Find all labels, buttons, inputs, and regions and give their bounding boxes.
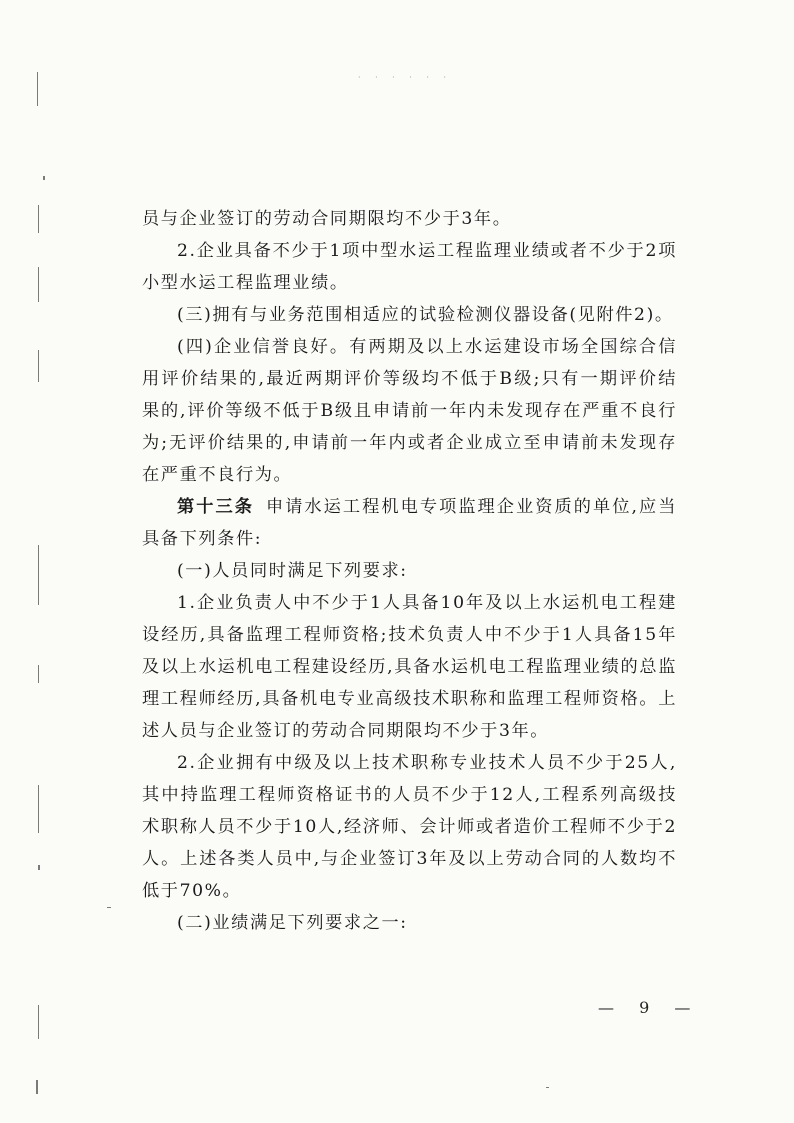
top-smudge: · · · · · · xyxy=(358,73,452,82)
binding-mark xyxy=(107,907,111,908)
article-13-heading: 第十三条 xyxy=(177,497,254,517)
paragraph-personnel: (一)人员同时满足下列要求: xyxy=(177,561,408,581)
binding-mark xyxy=(38,267,39,302)
paragraph-credit: (四)企业信誉良好。有两期及以上水运建设市场全国综合信用评价结果的,最近两期评价等级均不低于B级;只有一期评价结果的,评价等级不低于B级且申请前一年内未发现存在严重不良行为;无评价结果的,申请前一年内或者企业成立至申请前未发现存在严重不良行为。 xyxy=(142,337,677,485)
page-body xyxy=(142,203,677,939)
paragraph-personnel-2: 2.企业拥有中级及以上技术职称专业技术人员不少于25人,其中持监理工程师资格证书的人员不少于12人,工程系列高级技术职称人员不少于10人,经济师、会计师或者造价工程师不少于2人。上述各类人员中,与企业签订3年及以上劳动合同的人数均不低于70%。 xyxy=(142,753,677,901)
paragraph-equipment: (三)拥有与业务范围相适应的试验检测仪器设备(见附件2)。 xyxy=(177,305,674,325)
binding-mark xyxy=(43,176,45,180)
paragraph-item-2: 2.企业具备不少于1项中型水运工程监理业绩或者不少于2项小型水运工程监理业绩。 xyxy=(142,241,677,293)
paragraph-performance: (二)业绩满足下列要求之一: xyxy=(177,913,408,933)
binding-mark xyxy=(36,1080,38,1094)
binding-mark xyxy=(38,350,39,382)
binding-mark xyxy=(37,72,38,106)
binding-mark xyxy=(546,1087,549,1088)
binding-mark xyxy=(38,205,39,233)
binding-mark xyxy=(38,665,39,683)
page-number: — 9 — xyxy=(598,998,701,1017)
paragraph-personnel-1: 1.企业负责人中不少于1人具备10年及以上水运机电工程建设经历,具备监理工程师资格;技术负责人中不少于1人具备15年及以上水运机电工程建设经历,具备水运机电工程监理业绩的总监理工程师经历,具备机电专业高级技术职称和监理工程师资格。上述人员与企业签订的劳动合同期限均不少于3年。 xyxy=(142,593,677,741)
binding-mark xyxy=(38,785,39,833)
article-13-text: 申请水运工程机电专项监理企业资质的单位,应当具备下列条件: xyxy=(142,497,677,549)
binding-mark xyxy=(38,1005,39,1039)
paragraph-continuation: 员与企业签订的劳动合同期限均不少于3年。 xyxy=(142,209,512,229)
binding-mark xyxy=(38,865,40,870)
article-13 xyxy=(142,491,677,555)
binding-mark xyxy=(38,545,39,605)
